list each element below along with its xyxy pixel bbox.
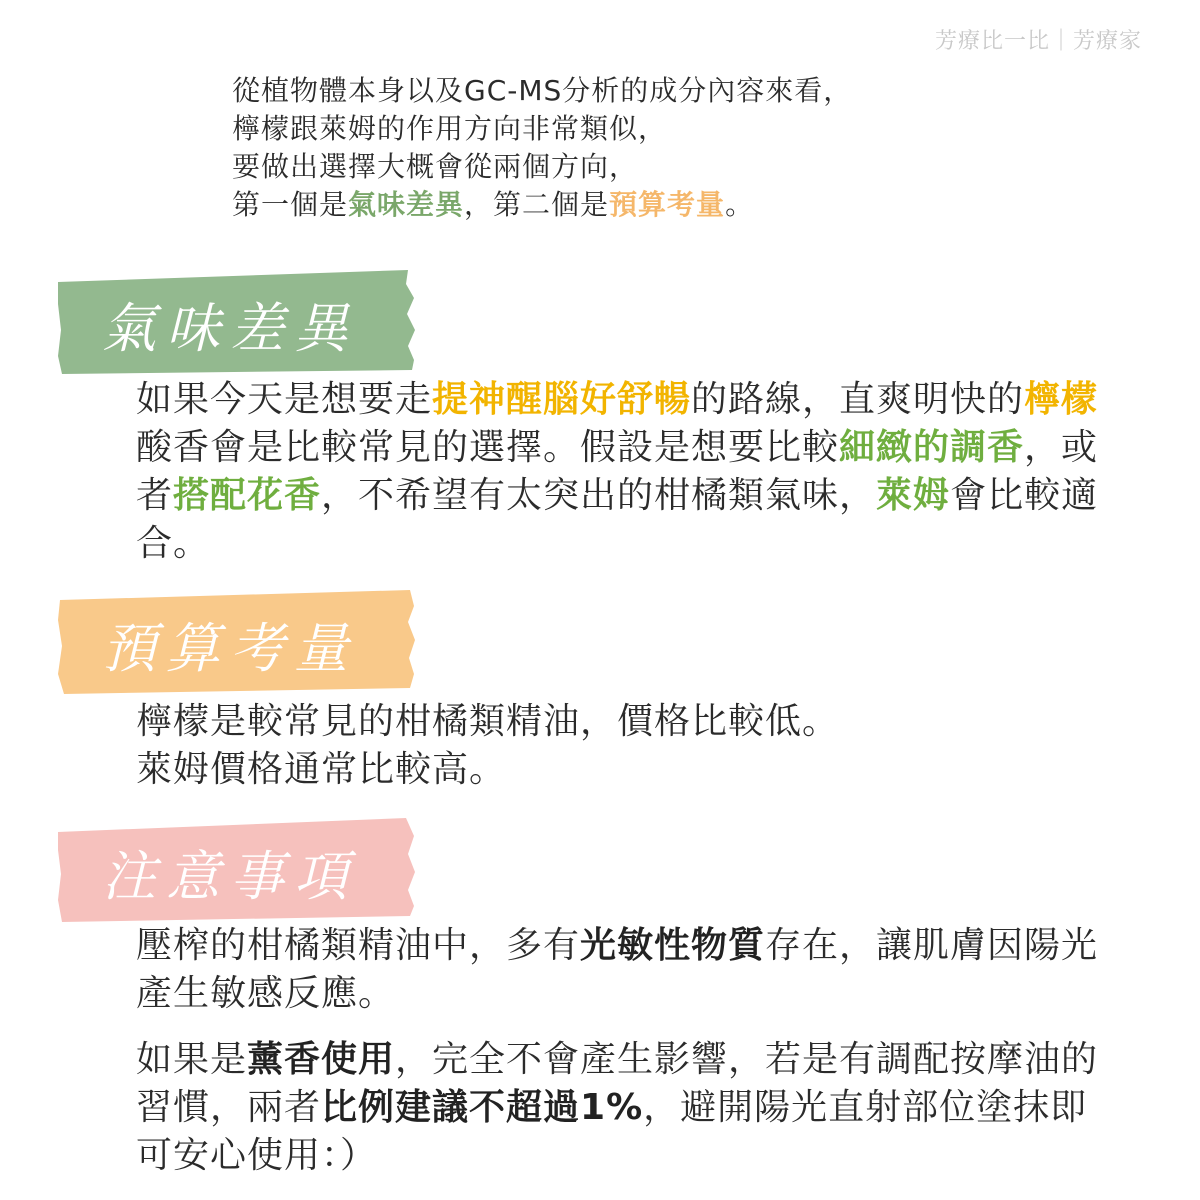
section-title: 氣味差異 (102, 297, 358, 360)
text-segment: 酸香會是比較常見的選擇。假設是想要比較 (136, 427, 840, 468)
text-segment: 存在，讓肌膚因陽光產生敏感反應。 (136, 925, 1099, 1014)
scent-paragraph (136, 376, 1116, 568)
scent-difference-text (136, 376, 1116, 568)
highlight-delicate-blend: 細緻的調香 (839, 427, 1025, 468)
intro-line: 檸檬跟萊姆的作用方向非常類似， (232, 112, 668, 145)
highlight-refreshing: 提神醒腦好舒暢 (432, 379, 692, 420)
precautions-banner (58, 818, 416, 916)
budget-banner (58, 590, 416, 688)
section-title: 注意事項 (102, 845, 358, 908)
precaution-paragraph (136, 922, 1116, 1018)
intro-text-segment: 。 (725, 188, 755, 221)
text-segment: 如果是 (136, 1039, 248, 1080)
intro-text-segment: 第一個是 (232, 188, 349, 221)
highlight-floral: 搭配花香 (173, 475, 322, 516)
precaution-paragraph (136, 1036, 1116, 1180)
highlight-lemon: 檸檬 (1024, 379, 1099, 420)
intro-highlight-scent: 氣味差異 (348, 188, 465, 221)
scent-difference-banner (58, 270, 416, 368)
text-segment: 如果今天是想要走 (136, 379, 433, 420)
text-segment: 的路線，直爽明快的 (691, 379, 1025, 420)
budget-line: 檸檬是較常見的柑橘類精油，價格比較低。 (136, 701, 840, 742)
highlight-ratio: 比例建議不超過1% (321, 1087, 644, 1128)
intro-line: 要做出選擇大概會從兩個方向， (232, 150, 639, 183)
intro-text (232, 72, 852, 224)
text-segment: 會比較適合。 (136, 475, 1099, 564)
text-segment: 壓榨的柑橘類精油中，多有 (136, 925, 581, 966)
brand-label: 芳療比一比｜芳療家 (934, 29, 1142, 54)
section-title: 預算考量 (102, 617, 358, 680)
text-segment: ，避開陽光直射部位塗抹即可安心使用：） (136, 1087, 1088, 1176)
text-segment: ，或者 (136, 427, 1099, 516)
highlight-diffuser: 薰香使用 (247, 1039, 396, 1080)
text-segment: ，完全不會產生影響，若是有調配按摩油的習慣，兩者 (136, 1039, 1099, 1128)
text-segment: ，不希望有太突出的柑橘類氣味， (321, 475, 877, 516)
intro-text-segment: ，第二個是 (464, 188, 610, 221)
budget-text (136, 698, 1116, 794)
precautions-text (136, 922, 1116, 1180)
intro-highlight-budget: 預算考量 (609, 188, 726, 221)
intro-line (232, 186, 852, 224)
budget-line: 萊姆價格通常比較高。 (136, 749, 507, 790)
highlight-photosensitive: 光敏性物質 (580, 925, 766, 966)
intro-line: 從植物體本身以及GC-MS分析的成分內容來看， (232, 74, 853, 107)
highlight-lime: 萊姆 (876, 475, 951, 516)
